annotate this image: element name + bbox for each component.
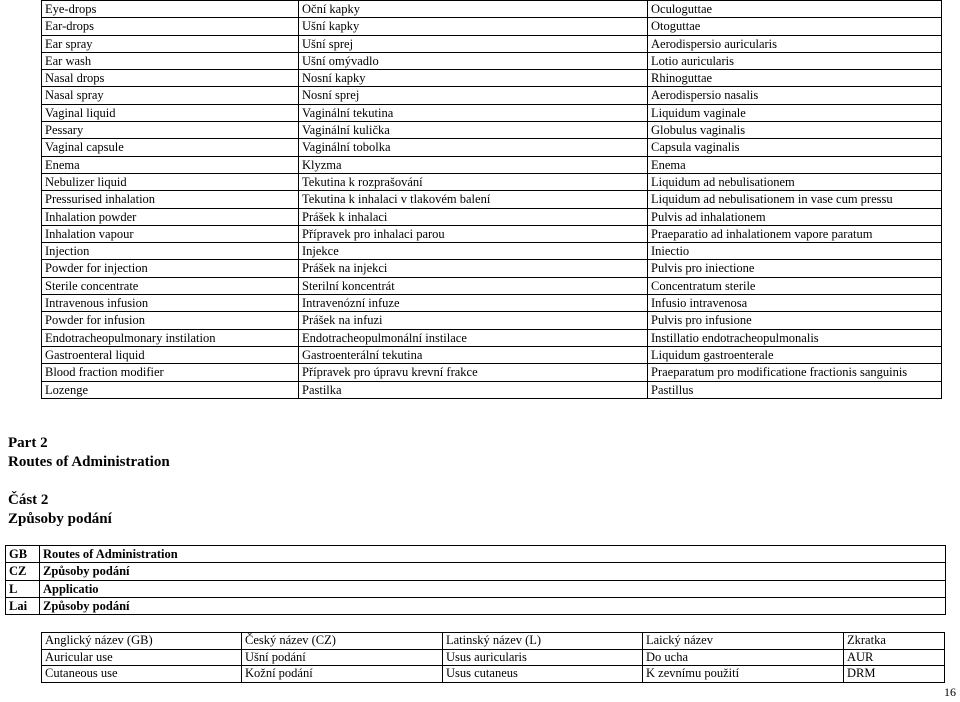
term-czech: Oční kapky bbox=[299, 1, 648, 18]
term-czech: Sterilní koncentrát bbox=[299, 277, 648, 294]
legend-meaning: Způsoby podání bbox=[40, 597, 946, 614]
term-english: Blood fraction modifier bbox=[42, 364, 299, 381]
term-czech: Tekutina k rozprašování bbox=[299, 173, 648, 190]
term-english: Inhalation vapour bbox=[42, 225, 299, 242]
route-czech: Kožní podání bbox=[242, 666, 443, 683]
term-english: Inhalation powder bbox=[42, 208, 299, 225]
header-cell-abbr: Zkratka bbox=[844, 633, 945, 650]
legend-row bbox=[6, 580, 946, 597]
term-latin: Pulvis pro infusione bbox=[648, 312, 942, 329]
term-row bbox=[42, 87, 942, 104]
route-latin: Usus cutaneus bbox=[443, 666, 643, 683]
term-row bbox=[42, 260, 942, 277]
term-row bbox=[42, 173, 942, 190]
term-english: Intravenous infusion bbox=[42, 295, 299, 312]
term-czech: Endotracheopulmonální instilace bbox=[299, 329, 648, 346]
term-english: Endotracheopulmonary instilation bbox=[42, 329, 299, 346]
term-row bbox=[42, 1, 942, 18]
term-english: Pessary bbox=[42, 122, 299, 139]
part-heading-cz: Část 2 bbox=[8, 492, 49, 508]
term-latin: Lotio auricularis bbox=[648, 52, 942, 69]
term-latin: Aerodispersio nasalis bbox=[648, 87, 942, 104]
route-row bbox=[42, 649, 945, 666]
term-latin: Pastillus bbox=[648, 381, 942, 398]
term-english: Gastroenteral liquid bbox=[42, 346, 299, 363]
term-czech: Přípravek pro úpravu krevní frakce bbox=[299, 364, 648, 381]
legend-code: CZ bbox=[6, 563, 40, 580]
legend-row bbox=[6, 597, 946, 614]
term-english: Nasal spray bbox=[42, 87, 299, 104]
term-latin: Liquidum ad nebulisationem in vase cum pressu bbox=[648, 191, 942, 208]
term-czech: Přípravek pro inhalaci parou bbox=[299, 225, 648, 242]
term-row bbox=[42, 277, 942, 294]
header-cell-cz: Český název (CZ) bbox=[242, 633, 443, 650]
term-latin: Pulvis pro iniectione bbox=[648, 260, 942, 277]
term-czech: Nosní sprej bbox=[299, 87, 648, 104]
route-english: Cutaneous use bbox=[42, 666, 242, 683]
term-row bbox=[42, 295, 942, 312]
legend-meaning: Routes of Administration bbox=[40, 546, 946, 563]
term-english: Pressurised inhalation bbox=[42, 191, 299, 208]
term-latin: Praeparatio ad inhalationem vapore paratum bbox=[648, 225, 942, 242]
term-row bbox=[42, 208, 942, 225]
term-row bbox=[42, 346, 942, 363]
term-czech: Pastilka bbox=[299, 381, 648, 398]
term-latin: Liquidum vaginale bbox=[648, 104, 942, 121]
header-cell-l: Latinský název (L) bbox=[443, 633, 643, 650]
term-czech: Prášek na infuzi bbox=[299, 312, 648, 329]
term-czech: Gastroenterální tekutina bbox=[299, 346, 648, 363]
term-czech: Tekutina k inhalaci v tlakovém balení bbox=[299, 191, 648, 208]
term-english: Vaginal capsule bbox=[42, 139, 299, 156]
part-heading-en: Part 2 bbox=[8, 435, 48, 451]
legend-code: Lai bbox=[6, 597, 40, 614]
routes-table bbox=[41, 632, 945, 683]
term-english: Nebulizer liquid bbox=[42, 173, 299, 190]
term-latin: Aerodispersio auricularis bbox=[648, 35, 942, 52]
term-latin: Enema bbox=[648, 156, 942, 173]
term-row bbox=[42, 381, 942, 398]
route-lay: K zevnímu použití bbox=[643, 666, 844, 683]
term-row bbox=[42, 225, 942, 242]
term-english: Vaginal liquid bbox=[42, 104, 299, 121]
term-row bbox=[42, 122, 942, 139]
term-latin: Otoguttae bbox=[648, 18, 942, 35]
term-row bbox=[42, 243, 942, 260]
term-czech: Prášek k inhalaci bbox=[299, 208, 648, 225]
term-latin: Rhinoguttae bbox=[648, 70, 942, 87]
page-number: 16 bbox=[944, 685, 956, 699]
legend-meaning: Applicatio bbox=[40, 580, 946, 597]
title-heading-cz: Způsoby podání bbox=[8, 511, 112, 527]
term-latin: Iniectio bbox=[648, 243, 942, 260]
term-latin: Concentratum sterile bbox=[648, 277, 942, 294]
term-english: Eye-drops bbox=[42, 1, 299, 18]
route-latin: Usus auricularis bbox=[443, 649, 643, 666]
route-czech: Ušní podání bbox=[242, 649, 443, 666]
term-latin: Instillatio endotracheopulmonalis bbox=[648, 329, 942, 346]
term-czech: Injekce bbox=[299, 243, 648, 260]
route-abbr: AUR bbox=[844, 649, 945, 666]
route-abbr: DRM bbox=[844, 666, 945, 683]
term-latin: Liquidum gastroenterale bbox=[648, 346, 942, 363]
term-english: Powder for injection bbox=[42, 260, 299, 277]
term-latin: Infusio intravenosa bbox=[648, 295, 942, 312]
term-english: Lozenge bbox=[42, 381, 299, 398]
route-lay: Do ucha bbox=[643, 649, 844, 666]
term-row bbox=[42, 139, 942, 156]
term-czech: Vaginální tobolka bbox=[299, 139, 648, 156]
term-czech: Intravenózní infuze bbox=[299, 295, 648, 312]
legend-meaning: Způsoby podání bbox=[40, 563, 946, 580]
dosage-forms-table bbox=[41, 0, 942, 399]
term-english: Sterile concentrate bbox=[42, 277, 299, 294]
term-row bbox=[42, 312, 942, 329]
term-czech: Nosní kapky bbox=[299, 70, 648, 87]
term-latin: Capsula vaginalis bbox=[648, 139, 942, 156]
term-row bbox=[42, 52, 942, 69]
legend-row bbox=[6, 546, 946, 563]
term-english: Enema bbox=[42, 156, 299, 173]
term-english: Nasal drops bbox=[42, 70, 299, 87]
term-row bbox=[42, 329, 942, 346]
term-english: Ear wash bbox=[42, 52, 299, 69]
title-heading-en: Routes of Administration bbox=[8, 454, 170, 470]
term-row bbox=[42, 35, 942, 52]
term-english: Ear-drops bbox=[42, 18, 299, 35]
term-czech: Ušní omývadlo bbox=[299, 52, 648, 69]
term-row bbox=[42, 18, 942, 35]
term-english: Injection bbox=[42, 243, 299, 260]
term-czech: Vaginální tekutina bbox=[299, 104, 648, 121]
term-czech: Klyzma bbox=[299, 156, 648, 173]
language-legend-table bbox=[5, 545, 946, 615]
legend-code: L bbox=[6, 580, 40, 597]
route-row bbox=[42, 666, 945, 683]
term-czech: Prášek na injekci bbox=[299, 260, 648, 277]
term-row bbox=[42, 104, 942, 121]
header-cell-lai: Laický název bbox=[643, 633, 844, 650]
route-english: Auricular use bbox=[42, 649, 242, 666]
term-latin: Oculoguttae bbox=[648, 1, 942, 18]
term-english: Ear spray bbox=[42, 35, 299, 52]
term-latin: Pulvis ad inhalationem bbox=[648, 208, 942, 225]
term-czech: Ušní kapky bbox=[299, 18, 648, 35]
term-latin: Praeparatum pro modificatione fractionis sanguinis bbox=[648, 364, 942, 381]
term-row bbox=[42, 191, 942, 208]
term-czech: Vaginální kulička bbox=[299, 122, 648, 139]
term-english: Powder for infusion bbox=[42, 312, 299, 329]
term-czech: Ušní sprej bbox=[299, 35, 648, 52]
term-row bbox=[42, 156, 942, 173]
term-latin: Liquidum ad nebulisationem bbox=[648, 173, 942, 190]
term-row bbox=[42, 364, 942, 381]
routes-header-row bbox=[42, 633, 945, 650]
legend-row bbox=[6, 563, 946, 580]
term-row bbox=[42, 70, 942, 87]
legend-code: GB bbox=[6, 546, 40, 563]
header-cell-gb: Anglický název (GB) bbox=[42, 633, 242, 650]
term-latin: Globulus vaginalis bbox=[648, 122, 942, 139]
